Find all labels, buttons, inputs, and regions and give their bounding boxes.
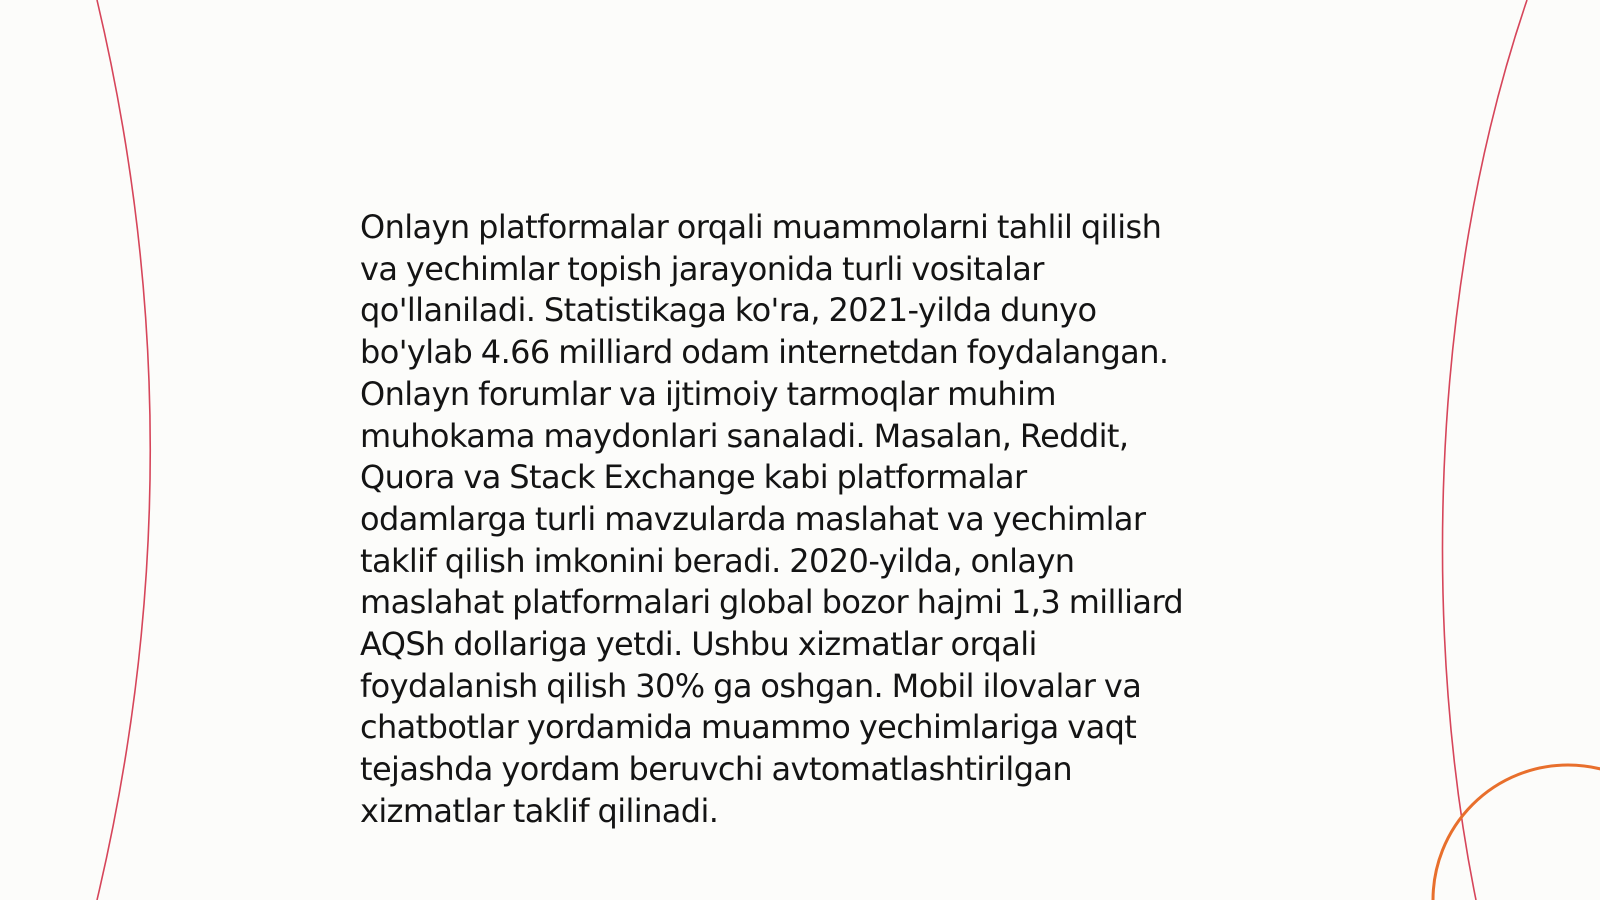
text-line: va yechimlar topish jarayonida turli vositalar (360, 249, 1044, 288)
text-line: Onlayn platformalar orqali muammolarni tahlil qilish (360, 208, 1162, 246)
text-line: qo'llaniladi. Statistikaga ko'ra, 2021-yilda dunyo (360, 291, 1097, 330)
text-line: AQSh dollariga yetdi. Ushbu xizmatlar orqali (360, 625, 1037, 664)
text-line: foydalanish qilish 30% ga oshgan. Mobil ilovalar va (360, 666, 1142, 705)
text-line: odamlarga turli mavzularda maslahat va yechimlar (360, 499, 1146, 538)
text-line: Onlayn forumlar va ijtimoiy tarmoqlar muhim (360, 374, 1056, 413)
text-line: bo'ylab 4.66 milliard odam internetdan foydalangan. (360, 333, 1169, 372)
body-paragraph (360, 207, 1260, 833)
orange-ring (1433, 765, 1600, 900)
text-line: Quora va Stack Exchange kabi platformalar (360, 458, 1027, 497)
text-line: taklif qilish imkonini beradi. 2020-yilda, onlayn (360, 541, 1075, 580)
text-line: xizmatlar taklif qilinadi. (360, 791, 719, 830)
text-line: muhokama maydonlari sanaladi. Masalan, Reddit, (360, 416, 1129, 455)
text-line: maslahat platformalari global bozor hajmi 1,3 milliard (360, 583, 1184, 622)
left-arc-line (97, 0, 150, 900)
text-line: chatbotlar yordamida muammo yechimlariga vaqt (360, 708, 1137, 747)
right-arc-line (1443, 0, 1527, 900)
text-line: tejashda yordam beruvchi avtomatlashtirilgan (360, 750, 1073, 789)
